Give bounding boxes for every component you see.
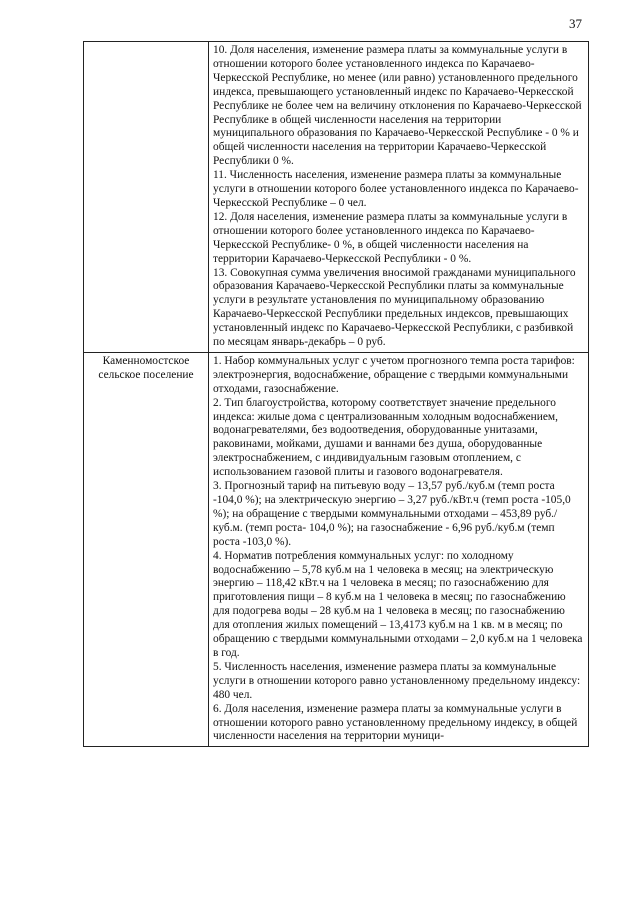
paragraph-3: 3. Прогнозный тариф на питьевую воду – 13,57 руб./куб.м (темп роста -104,0 %); на электрическую энергию – 3,27 руб./кВт.ч (темп роста -105,0 %); на обращение с твердыми коммунальными отходами – 453,89 руб./куб.м. (темп роста- 104,0 %); на газоснабжение - 6,96 руб./куб.м (темп роста -103,0 %).: [213, 480, 571, 548]
paragraph-11: 11. Численность населения, изменение размера платы за коммунальные услуги в отношении которого более установленного индекса по Карачаево-Черкесской Республике – 0 чел.: [213, 169, 579, 209]
paragraph-5: 5. Численность населения, изменение размера платы за коммунальные услуги в отношении которого равно установленному предельному индексу: 480 чел.: [213, 660, 581, 701]
table-row: [84, 42, 589, 353]
description-cell: [209, 352, 589, 746]
paragraph-10: 10. Доля населения, изменение размера платы за коммунальные услуги в отношении которого более установленного индекса по Карачаево-Черкесской Республике, но менее (или равно) установленного предельного индекса, превышающего установленный индекс по Карачаево-Черкесской Республике не более чем на величину отклонения по Карачаево-Черкесской Республике в общей численности населения на территории муниципального образования по Карачаево-Черкесской Республике - 0 % и общей численности населения на территории Карачаево-Черкесской Республики 0 %.: [213, 44, 582, 168]
paragraph-12: 12. Доля населения, изменение размера платы за коммунальные услуги в отношении которого более установленного индекса по Карачаево-Черкесской Республике- 0 %, в общей численности населения на территории Карачаево-Черкесской Республики - 0 %.: [213, 210, 568, 265]
paragraph-13: 13. Совокупная сумма увеличения вносимой гражданами муниципального образования Карачаево-Черкесской Республики платы за коммунальные услуги в результате установления по муниципальному образованию Карачаево-Черкесской Республики предельных индексов, превышающих установленный индекс по Карачаево-Черкесской Республики, с разбивкой по месяцам январь-декабрь – 0 руб.: [213, 266, 576, 349]
settlement-cell: [84, 42, 209, 353]
paragraph-6: 6. Доля населения, изменение размера платы за коммунальные услуги в отношении которого равно установленному предельному индексу, в общей численности населения на территории муници-: [213, 702, 578, 743]
paragraph-4: 4. Норматив потребления коммунальных услуг: по холодному водоснабжению – 5,78 куб.м на 1 человека в месяц; на электрическую энергию – 118,42 кВт.ч на 1 человека в месяц; по газоснабжению для приготовления пищи – 8 куб.м на 1 человека в месяц; по газоснабжению для подогрева воды – 28 куб.м на 1 человека в месяц; по газоснабжению для отопления жилых помещений – 13,4173 куб.м на 1 кв. м в месяц; по обращению с твердыми коммунальными отходами – 2,0 куб.м на 1 человека в год.: [213, 549, 583, 659]
table-row: [84, 352, 589, 746]
paragraph-2: 2. Тип благоустройства, которому соответствует значение предельного индекса: жилые дома с централизованным холодным водоснабжением, водонагревателями, без водоотведения, оборудованные унитазами, раковинами, мойками, душами и ваннами без душа, оборудованные электроснабжением, с индивидуальным газовым отоплением, с использованием газовой плиты и газового водонагревателя.: [213, 396, 558, 479]
settlement-cell: Каменномостское сельское поселение: [84, 352, 209, 746]
paragraph-1: 1. Набор коммунальных услуг с учетом прогнозного темпа роста тарифов: электроэнергия, водоснабжение, обращение с твердыми коммунальными отходами, газоснабжение.: [213, 354, 575, 395]
page-number: 37: [569, 16, 582, 31]
document-table: [83, 41, 589, 747]
description-cell: [209, 42, 589, 353]
